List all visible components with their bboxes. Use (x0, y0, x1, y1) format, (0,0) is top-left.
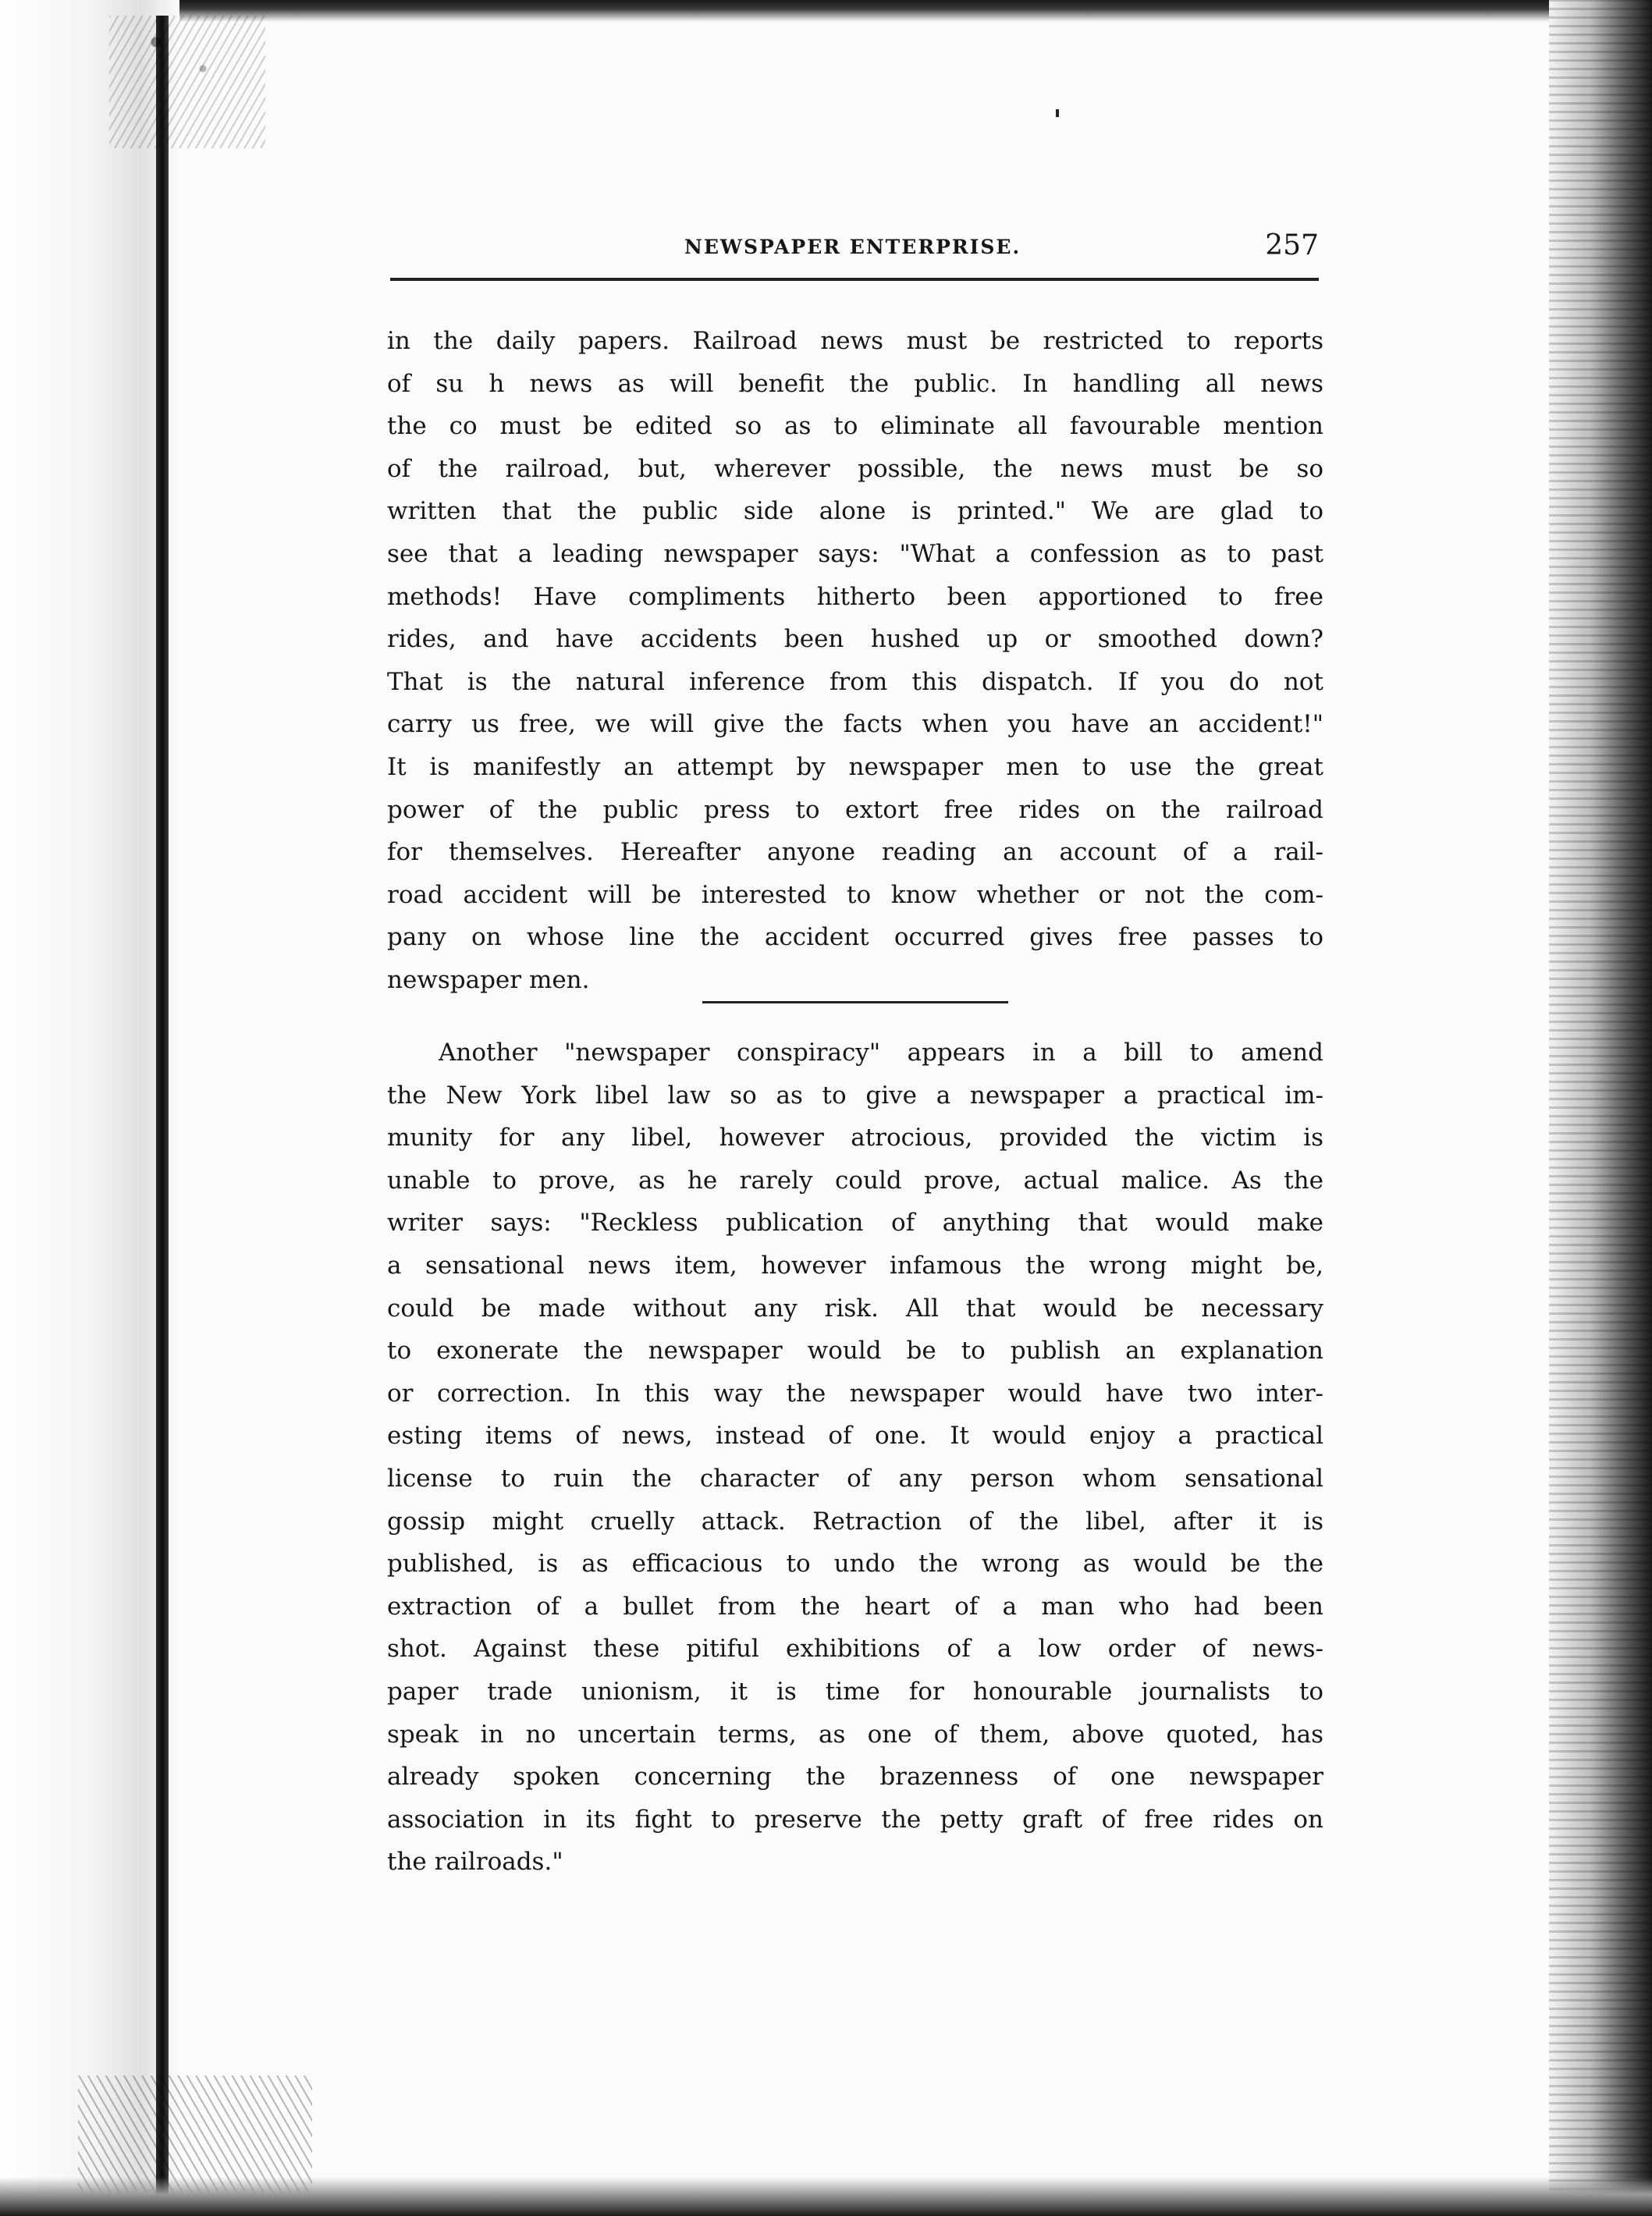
running-header (390, 231, 1327, 272)
text-line: of su h news as will benefit the public. In handling all news (387, 369, 1323, 398)
text-line: writer says: "Reckless publication of anything that would make (387, 1209, 1323, 1238)
ink-speck (1056, 109, 1059, 117)
text-line: unable to prove, as he rarely could prove, actual malice. As the (387, 1166, 1323, 1195)
text-line: the New York libel law so as to give a newspaper a practical im- (387, 1081, 1323, 1110)
text-line: written that the public side alone is printed." We are glad to (387, 497, 1323, 526)
text-line: of the railroad, but, wherever possible, the news must be so (387, 454, 1323, 483)
text-line: already spoken concerning the brazenness of one newspaper (387, 1763, 1323, 1792)
text-line: carry us free, we will give the facts when you have an accident!" (387, 710, 1323, 739)
text-line: paper trade unionism, it is time for honourable journalists to (387, 1677, 1323, 1706)
paragraph-1 (387, 320, 1323, 1002)
right-page-edge (1549, 0, 1652, 2216)
text-line: munity for any libel, however atrocious, provided the victim is (387, 1124, 1323, 1152)
text-line: power of the public press to extort free rides on the railroad (387, 795, 1323, 824)
page-number: 257 (1265, 229, 1319, 261)
text-line: newspaper men. (387, 965, 590, 994)
text-line: license to ruin the character of any person whom sensational (387, 1464, 1323, 1493)
running-title: NEWSPAPER ENTERPRISE. (684, 236, 1021, 258)
text-line: road accident will be interested to know whether or not the com- (387, 880, 1323, 909)
text-line: Another "newspaper conspiracy" appears in a bill to amend (439, 1039, 1323, 1067)
bottom-page-edge (0, 2177, 1652, 2216)
text-line: or correction. In this way the newspaper would have two inter- (387, 1379, 1323, 1408)
text-line: shot. Against these pitiful exhibitions of a low order of news- (387, 1635, 1323, 1664)
book-spine (156, 16, 169, 2216)
text-line: rides, and have accidents been hushed up or smoothed down? (387, 625, 1323, 654)
book-gutter (0, 0, 179, 2216)
text-line: methods! Have compliments hitherto been apportioned to free (387, 582, 1323, 611)
text-line: It is manifestly an attempt by newspaper men to use the great (387, 752, 1323, 781)
text-line: for themselves. Hereafter anyone reading an account of a rail- (387, 838, 1323, 867)
text-line: association in its fight to preserve the petty graft of free rides on (387, 1805, 1323, 1834)
text-line: in the daily papers. Railroad news must be restricted to reports (387, 327, 1323, 355)
text-line: esting items of news, instead of one. It would enjoy a practical (387, 1422, 1323, 1451)
section-divider (702, 1001, 1008, 1003)
text-line: to exonerate the newspaper would be to publish an explanation (387, 1337, 1323, 1365)
text-line: gossip might cruelly attack. Retraction of the libel, after it is (387, 1507, 1323, 1536)
text-line: extraction of a bullet from the heart of a man who had been (387, 1592, 1323, 1621)
text-line: That is the natural inference from this dispatch. If you do not (387, 667, 1323, 696)
text-line: the railroads." (387, 1848, 563, 1877)
text-line: pany on whose line the accident occurred gives free passes to (387, 923, 1323, 952)
text-line: published, is as efficacious to undo the wrong as would be the (387, 1550, 1323, 1579)
text-line: see that a leading newspaper says: "What a confession as to past (387, 539, 1323, 568)
scan-artifact-top-left (109, 16, 265, 148)
text-line: could be made without any risk. All that would be necessary (387, 1294, 1323, 1323)
paragraph-2 (387, 1032, 1323, 1884)
header-rule (390, 278, 1319, 281)
text-line: a sensational news item, however infamous the wrong might be, (387, 1251, 1323, 1280)
text-line: the co must be edited so as to eliminate all favourable mention (387, 412, 1323, 441)
text-line: speak in no uncertain terms, as one of them, above quoted, has (387, 1720, 1323, 1749)
